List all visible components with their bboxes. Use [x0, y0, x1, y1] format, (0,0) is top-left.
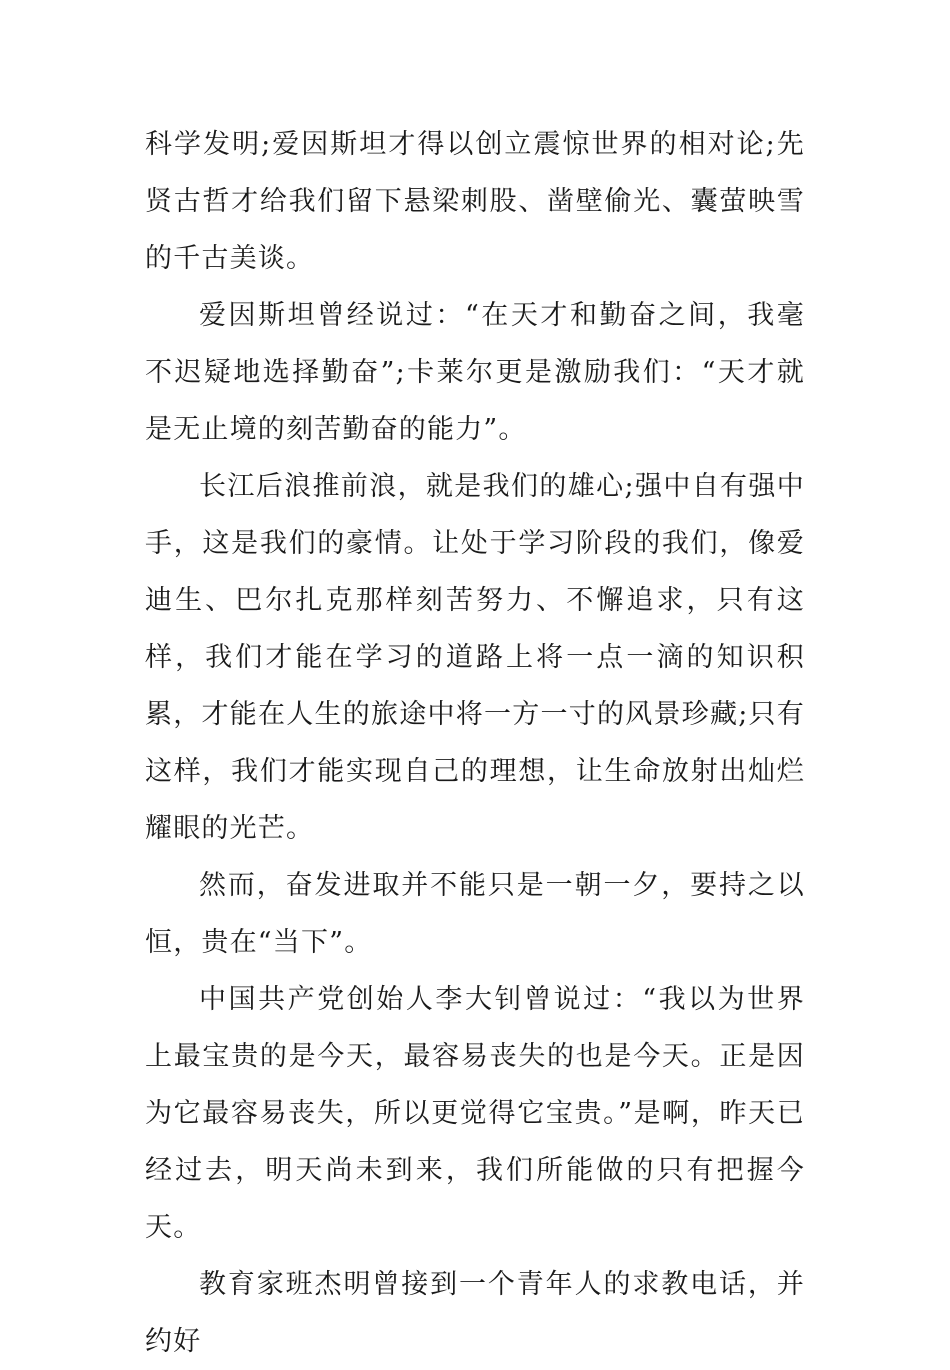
paragraph-ambition: 长江后浪推前浪，就是我们的雄心;强中自有强中手，这是我们的豪情。让处于学习阶段的我们，像爱迪生、巴尔扎克那样刻苦努力、不懈追求，只有这样，我们才能在学习的道路上将一点一滴的知识积累，才能在人生的旅途中将一方一寸的风景珍藏;只有这样，我们才能实现自己的理想，让生命放射出灿烂耀眼的光芒。	[145, 471, 805, 844]
paragraph-benjamin: 教育家班杰明曾接到一个青年人的求教电话，并约好	[145, 1269, 805, 1357]
body-text	[145, 116, 805, 1370]
paragraph-einstein-quote: 爱因斯坦曾经说过：“在天才和勤奋之间，我毫不迟疑地选择勤奋”;卡莱尔更是激励我们：“天才就是无止境的刻苦勤奋的能力”。	[145, 300, 805, 445]
paragraph-li-dazhao-quote: 中国共产党创始人李大钊曾说过：“我以为世界上最宝贵的是今天，最容易丧失的也是今天。正是因为它最容易丧失，所以更觉得它宝贵。”是啊，昨天已经过去，明天尚未到来，我们所能做的只有把握今天。	[145, 984, 805, 1243]
paragraph-persistence: 然而，奋发进取并不能只是一朝一夕，要持之以恒，贵在“当下”。	[145, 870, 805, 958]
paragraph-continuation: 科学发明;爱因斯坦才得以创立震惊世界的相对论;先贤古哲才给我们留下悬梁刺股、凿壁偷光、囊萤映雪的千古美谈。	[145, 129, 805, 274]
